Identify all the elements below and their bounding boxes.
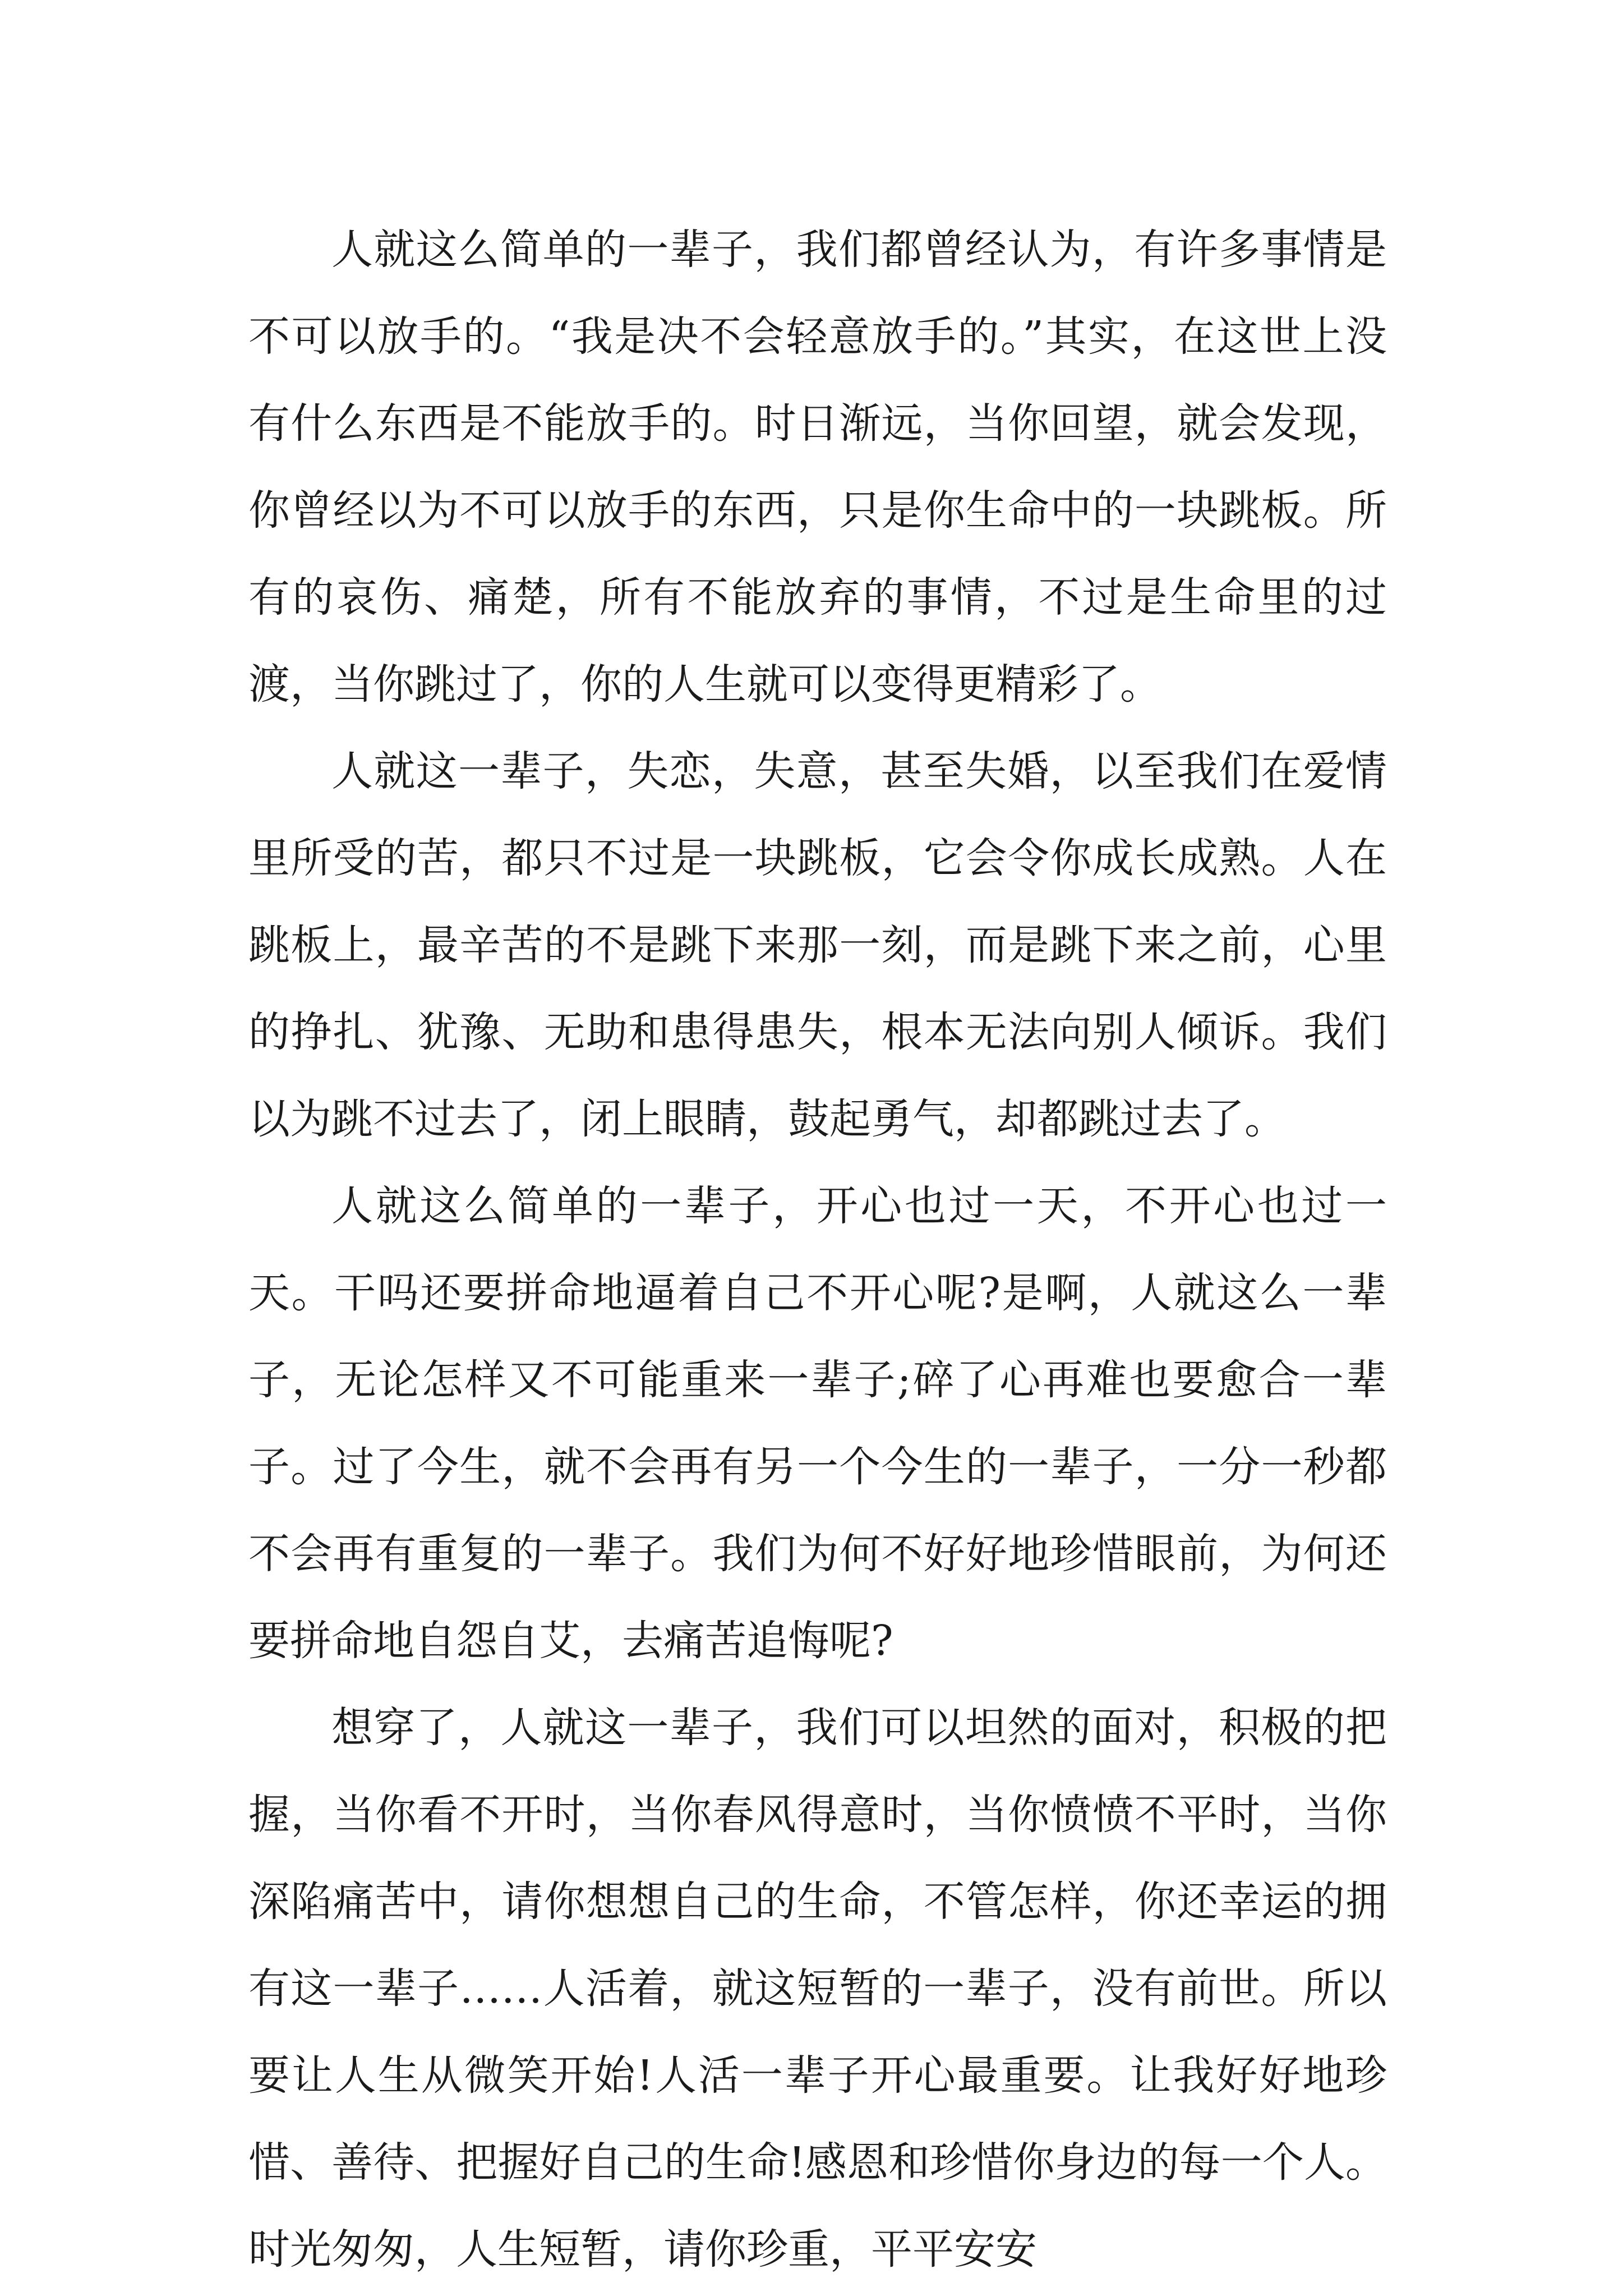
paragraph-2: 人就这一辈子，失恋，失意，甚至失婚，以至我们在爱情里所受的苦，都只不过是一块跳板，它会令你成长成熟。人在跳板上，最辛苦的不是跳下来那一刻，而是跳下来之前，心里的挣扎、犹豫、无助和患得患失，根本无法向别人倾诉。我们以为跳不过去了，闭上眼睛，鼓起勇气，却都跳过去了。 bbox=[248, 747, 1387, 1143]
paragraph-4: 想穿了，人就这一辈子，我们可以坦然的面对，积极的把握，当你看不开时，当你春风得意时，当你愤愤不平时，当你深陷痛苦中，请你想想自己的生命，不管怎样，你还幸运的拥有这一辈子……人活着，就这短暂的一辈子，没有前世。所以要让人生从微笑开始!人活一辈子开心最重要。让我好好地珍惜、善待、把握好自己的生命!感恩和珍惜你身边的每一个人。时光匆匆，人生短暂，请你珍重，平平安安 bbox=[248, 1704, 1387, 2274]
document-body bbox=[248, 206, 1387, 2293]
paragraph-3: 人就这么简单的一辈子，开心也过一天，不开心也过一天。干吗还要拼命地逼着自己不开心呢?是啊，人就这么一辈子，无论怎样又不可能重来一辈子;碎了心再难也要愈合一辈子。过了今生，就不会再有另一个今生的一辈子，一分一秒都不会再有重复的一辈子。我们为何不好好地珍惜眼前，为何还要拼命地自怨自艾，去痛苦追悔呢? bbox=[248, 1182, 1387, 1665]
paragraph-1: 人就这么简单的一辈子，我们都曾经认为，有许多事情是不可以放手的。“我是决不会轻意放手的。”其实，在这世上没有什么东西是不能放手的。时日渐远，当你回望，就会发现，你曾经以为不可以放手的东西，只是你生命中的一块跳板。所有的哀伤、痛楚，所有不能放弃的事情，不过是生命里的过渡，当你跳过了，你的人生就可以变得更精彩了。 bbox=[248, 226, 1387, 708]
